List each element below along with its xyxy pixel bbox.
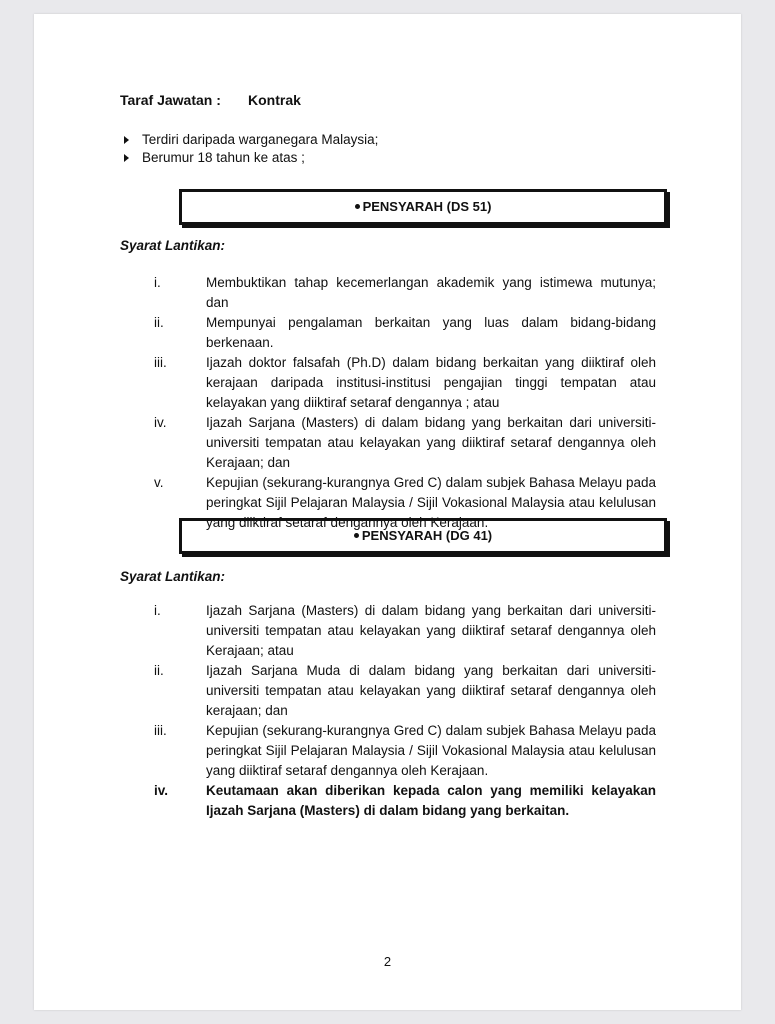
bullet-dot-icon bbox=[355, 204, 360, 209]
list-item bbox=[120, 131, 378, 149]
item-text: Membuktikan tahap kecemerlangan akademik yang istimewa mutunya; dan bbox=[206, 275, 656, 310]
item-text: Ijazah Sarjana (Masters) di dalam bidang yang berkaitan dari universiti-universiti tempatan atau kelayakan yang diiktiraf setaraf dengannya oleh Kerajaan; dan bbox=[206, 415, 656, 470]
bullet-text: Berumur 18 tahun ke atas ; bbox=[142, 150, 305, 165]
taraf-jawatan-label: Taraf Jawatan : bbox=[120, 92, 221, 108]
list-item bbox=[120, 273, 656, 313]
list-item bbox=[120, 721, 656, 781]
document-page bbox=[34, 14, 741, 1010]
list-item bbox=[120, 413, 656, 473]
page-number: 2 bbox=[383, 954, 392, 969]
eligibility-list bbox=[120, 131, 378, 167]
item-text: Keutamaan akan diberikan kepada calon yang memiliki kelayakan Ijazah Sarjana (Masters) di dalam bidang yang berkaitan. bbox=[206, 783, 656, 818]
bullet-text: Terdiri daripada warganegara Malaysia; bbox=[142, 132, 379, 147]
item-text: Ijazah doktor falsafah (Ph.D) dalam bidang berkaitan yang diiktiraf oleh kerajaan daripada institusi-institusi pengajian tinggi tempatan atau kelayakan yang diiktiraf setaraf dengannya ; atau bbox=[206, 355, 656, 410]
requirements-list bbox=[120, 601, 656, 821]
bullet-dot-icon bbox=[354, 533, 359, 538]
syarat-lantikan-heading: Syarat Lantikan: bbox=[120, 569, 226, 584]
section-title: PENSYARAH (DS 51) bbox=[362, 199, 492, 214]
list-item bbox=[120, 353, 656, 413]
item-number: ii. bbox=[154, 663, 164, 678]
list-item bbox=[120, 781, 656, 821]
item-number: i. bbox=[154, 603, 161, 618]
item-number: i. bbox=[154, 275, 161, 290]
list-item bbox=[120, 149, 378, 167]
section-title-box bbox=[179, 518, 667, 554]
item-number: iii. bbox=[154, 355, 167, 370]
taraf-jawatan-value: Kontrak bbox=[248, 92, 301, 108]
item-text: Ijazah Sarjana Muda di dalam bidang yang berkaitan dari universiti-universiti tempatan atau kelayakan yang diiktiraf setaraf dengannya oleh kerajaan; dan bbox=[206, 663, 656, 718]
section-title-box bbox=[179, 189, 667, 225]
bullet-arrow-icon bbox=[124, 154, 129, 162]
list-item bbox=[120, 313, 656, 353]
item-number: v. bbox=[154, 475, 164, 490]
bullet-arrow-icon bbox=[124, 136, 129, 144]
item-number: iii. bbox=[154, 723, 167, 738]
list-item bbox=[120, 661, 656, 721]
list-item bbox=[120, 601, 656, 661]
item-number: iv. bbox=[154, 415, 167, 430]
item-number: ii. bbox=[154, 315, 164, 330]
syarat-lantikan-heading: Syarat Lantikan: bbox=[120, 238, 226, 253]
item-text: Ijazah Sarjana (Masters) di dalam bidang yang berkaitan dari universiti-universiti tempatan atau kelayakan yang diiktiraf setaraf dengannya oleh Kerajaan; atau bbox=[206, 603, 656, 658]
item-text: Kepujian (sekurang-kurangnya Gred C) dalam subjek Bahasa Melayu pada peringkat Sijil Pelajaran Malaysia / Sijil Vokasional Malaysia atau kelulusan yang diiktiraf setaraf dengannya oleh Kerajaan. bbox=[206, 723, 656, 778]
item-text: Kepujian (sekurang-kurangnya Gred C) dalam subjek Bahasa Melayu pada peringkat Sijil Pelajaran Malaysia / Sijil Vokasional Malaysia atau kelulusan yang diiktiraf setaraf dengannya oleh Kerajaan. bbox=[206, 475, 656, 530]
requirements-list bbox=[120, 273, 656, 533]
section-title: PENSYARAH (DG 41) bbox=[361, 528, 493, 543]
item-text: Mempunyai pengalaman berkaitan yang luas dalam bidang-bidang berkenaan. bbox=[206, 315, 656, 350]
item-number: iv. bbox=[154, 783, 169, 798]
